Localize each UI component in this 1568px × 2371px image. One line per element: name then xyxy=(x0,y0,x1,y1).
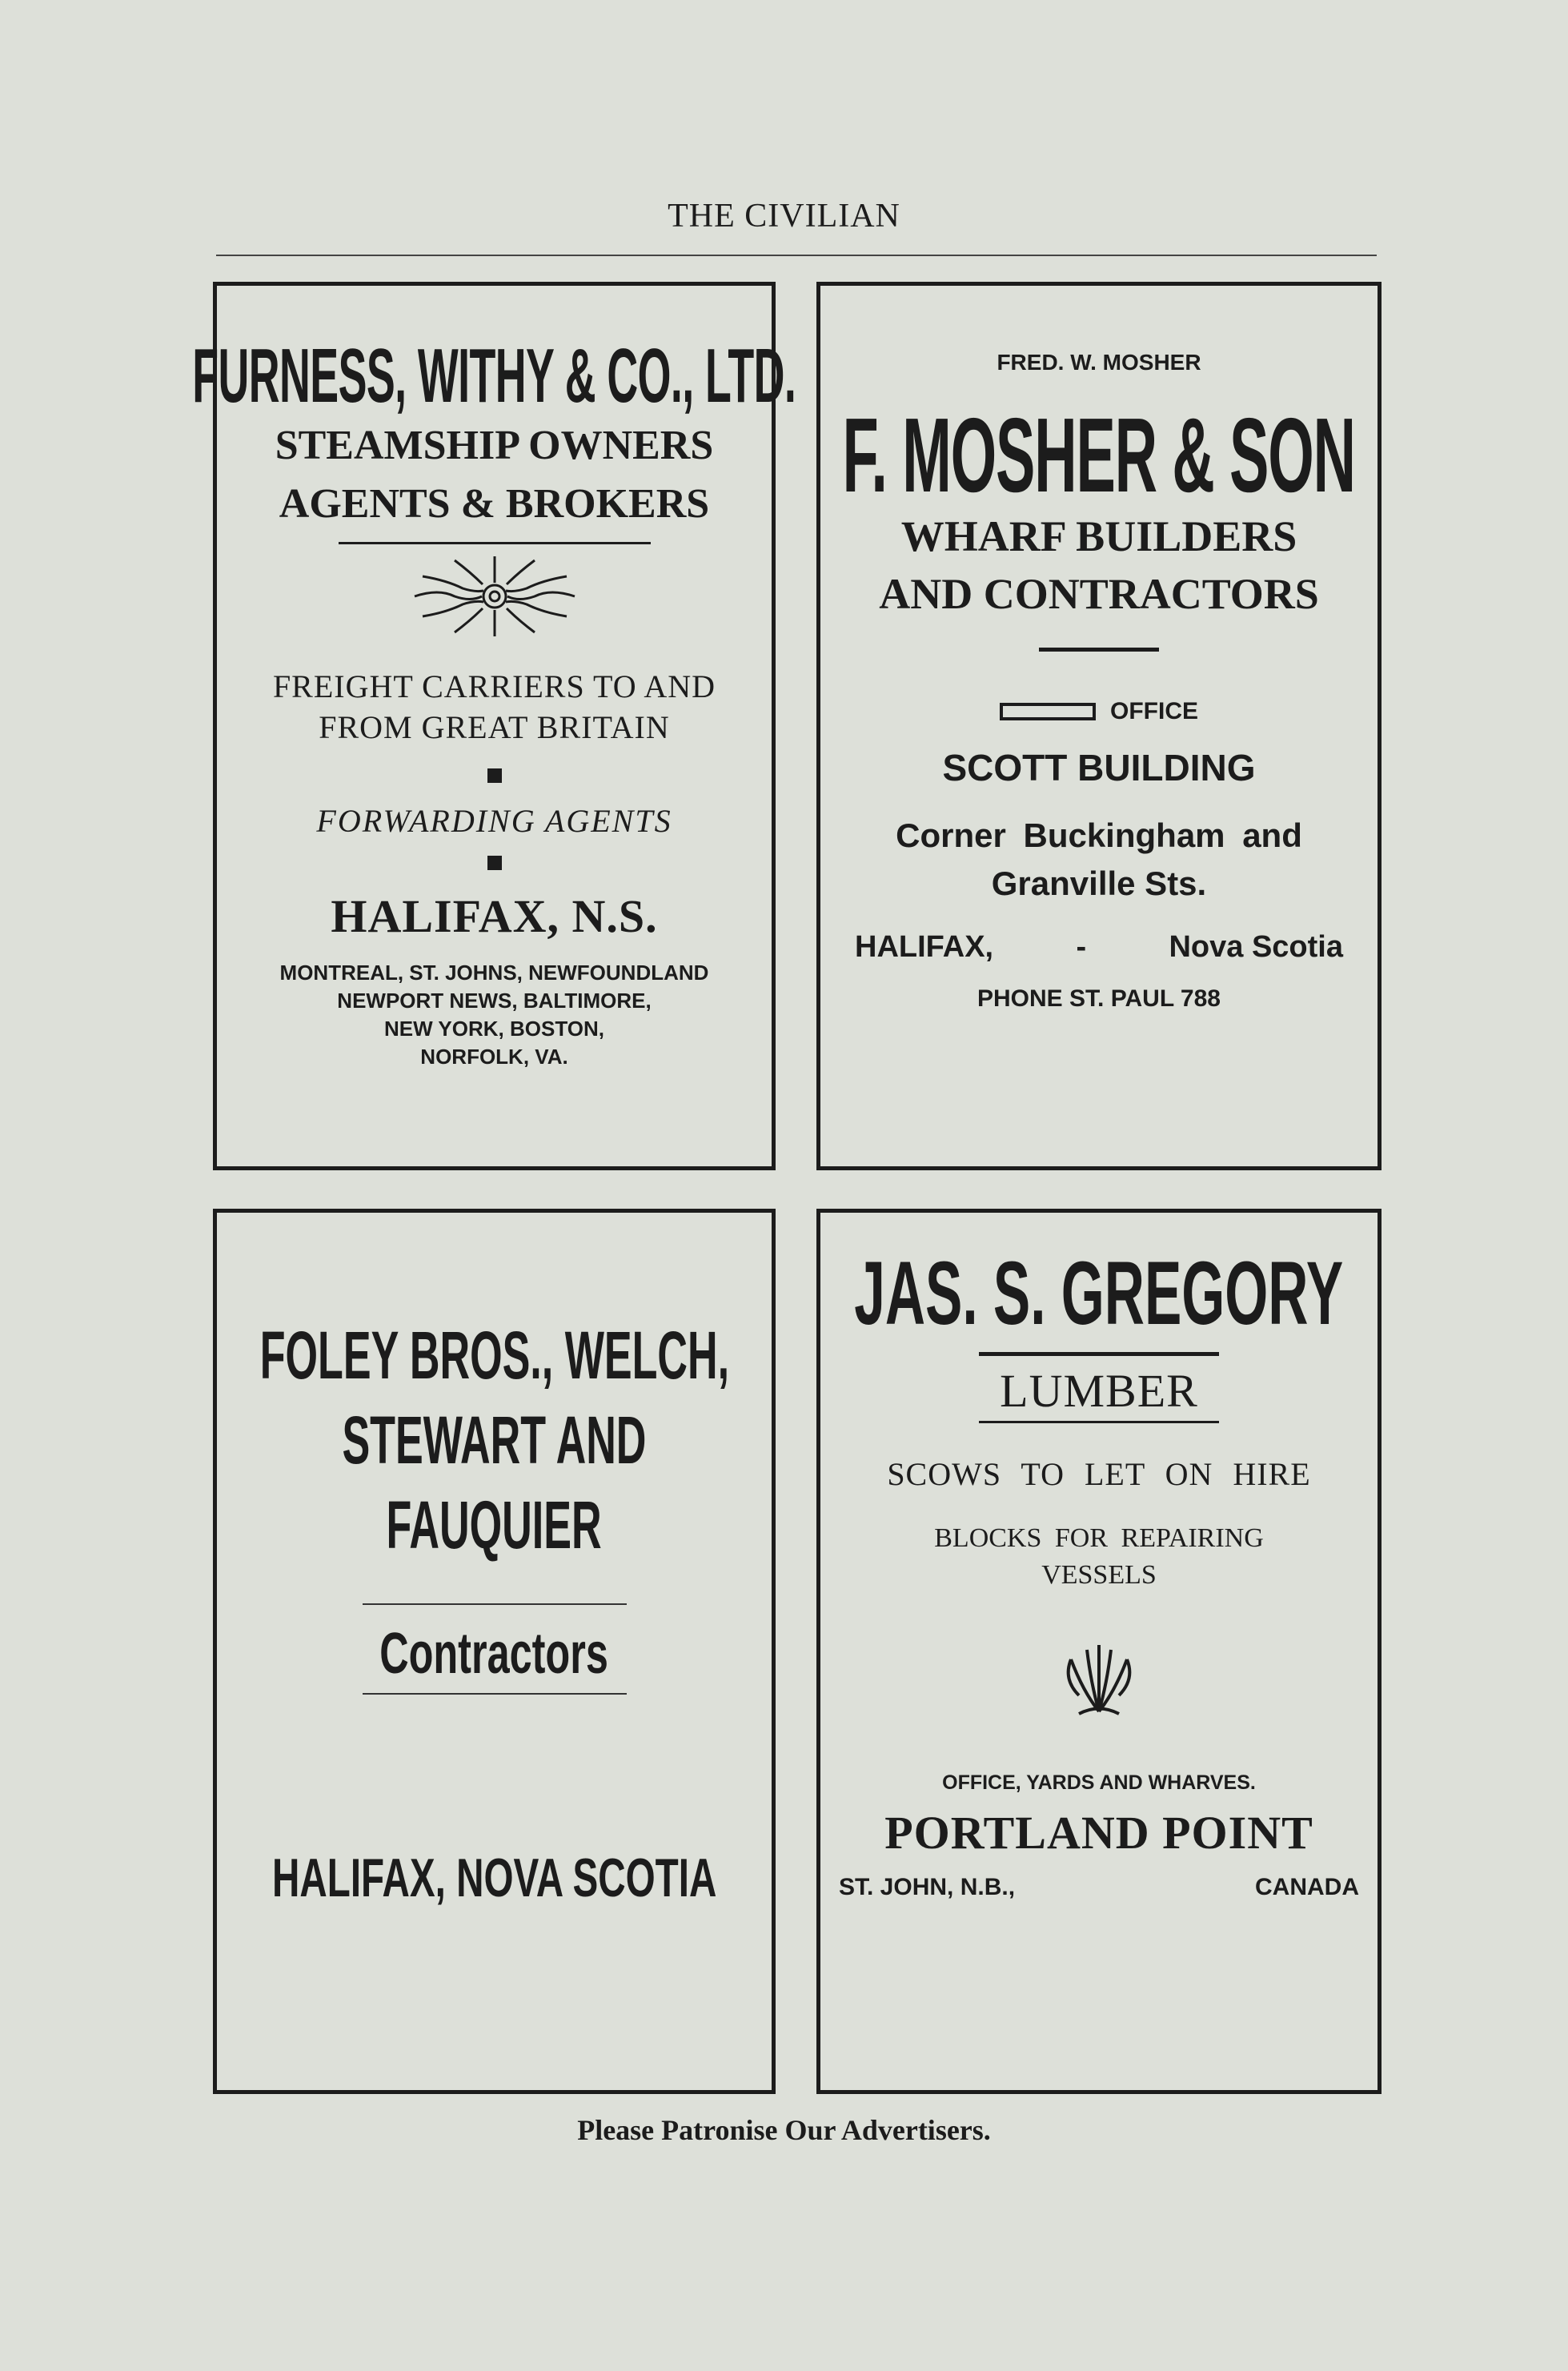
ad-gregory xyxy=(816,1209,1382,2094)
furness-company-name: FURNESS, WITHY & CO., LTD. xyxy=(192,333,796,419)
mosher-dash: - xyxy=(1076,930,1087,964)
mosher-phone: PHONE ST. PAUL 788 xyxy=(977,985,1221,1012)
leaf-ornament-icon xyxy=(1055,1635,1143,1723)
mosher-wharf-builders: WHARF BUILDERS xyxy=(900,512,1297,560)
mosher-scott-building: SCOTT BUILDING xyxy=(942,747,1256,788)
page-header: THE CIVILIAN xyxy=(668,198,900,235)
gregory-blocks-line2: VESSELS xyxy=(1041,1560,1157,1590)
mosher-province: Nova Scotia xyxy=(1169,930,1343,964)
furness-square-bullet-1 xyxy=(487,768,502,783)
mosher-office: OFFICE xyxy=(1110,698,1198,724)
mosher-office-ornament-icon xyxy=(1000,703,1096,720)
mosher-corner-line2: Granville Sts. xyxy=(991,865,1207,902)
foley-city: HALIFAX, NOVA SCOTIA xyxy=(271,1847,717,1908)
furness-branches-line1: MONTREAL, ST. JOHNS, NEWFOUNDLAND xyxy=(279,961,709,985)
ad-foley-bros xyxy=(213,1209,776,2094)
gregory-country: CANADA xyxy=(1255,1874,1359,1900)
furness-freight-line1: FREIGHT CARRIERS TO AND xyxy=(272,668,716,704)
gregory-lumber: LUMBER xyxy=(1000,1365,1198,1417)
gregory-scows: SCOWS TO LET ON HIRE xyxy=(887,1456,1311,1492)
gregory-blocks-line1: BLOCKS FOR REPAIRING xyxy=(934,1523,1264,1553)
header-rule xyxy=(216,255,1377,256)
foley-line3: FAUQUIER xyxy=(386,1487,603,1563)
furness-divider-rule xyxy=(339,542,651,544)
foley-line1: FOLEY BROS., WELCH, xyxy=(259,1318,729,1393)
sun-ornament-icon xyxy=(407,552,583,640)
furness-branches-line3: NEW YORK, BOSTON, xyxy=(384,1017,604,1041)
mosher-proprietor: FRED. W. MOSHER xyxy=(997,350,1201,375)
furness-steamship-owners: STEAMSHIP OWNERS xyxy=(275,423,714,468)
ad-mosher xyxy=(816,282,1382,1170)
gregory-office-yards: OFFICE, YARDS AND WHARVES. xyxy=(942,1771,1256,1794)
foley-rule-bottom xyxy=(363,1693,627,1695)
mosher-ornament-rule xyxy=(1039,648,1159,652)
furness-square-bullet-2 xyxy=(487,856,502,870)
mosher-company-name: F. MOSHER & SON xyxy=(842,396,1356,514)
gregory-portland-point: PORTLAND POINT xyxy=(884,1807,1313,1859)
furness-branches-line4: NORFOLK, VA. xyxy=(420,1045,568,1069)
furness-branches-line2: NEWPORT NEWS, BALTIMORE, xyxy=(337,989,652,1013)
gregory-company-name: JAS. S. GREGORY xyxy=(854,1243,1344,1343)
mosher-corner-line1: Corner Buckingham and xyxy=(896,816,1302,854)
furness-agents-brokers: AGENTS & BROKERS xyxy=(279,481,710,527)
mosher-and-contractors: AND CONTRACTORS xyxy=(879,570,1319,618)
gregory-rule-bottom xyxy=(979,1421,1219,1423)
furness-city: HALIFAX, N.S. xyxy=(331,890,658,942)
foley-contractors: Contractors xyxy=(379,1622,609,1686)
foley-rule-top xyxy=(363,1603,627,1605)
foley-line2: STEWART AND xyxy=(342,1402,647,1478)
gregory-city: ST. JOHN, N.B., xyxy=(839,1874,1016,1900)
furness-forwarding-agents: FORWARDING AGENTS xyxy=(316,803,672,839)
footer-patronise: Please Patronise Our Advertisers. xyxy=(577,2114,991,2146)
furness-freight-line2: FROM GREAT BRITAIN xyxy=(319,709,670,745)
gregory-rule-top xyxy=(979,1352,1219,1356)
mosher-city: HALIFAX, xyxy=(855,930,994,964)
